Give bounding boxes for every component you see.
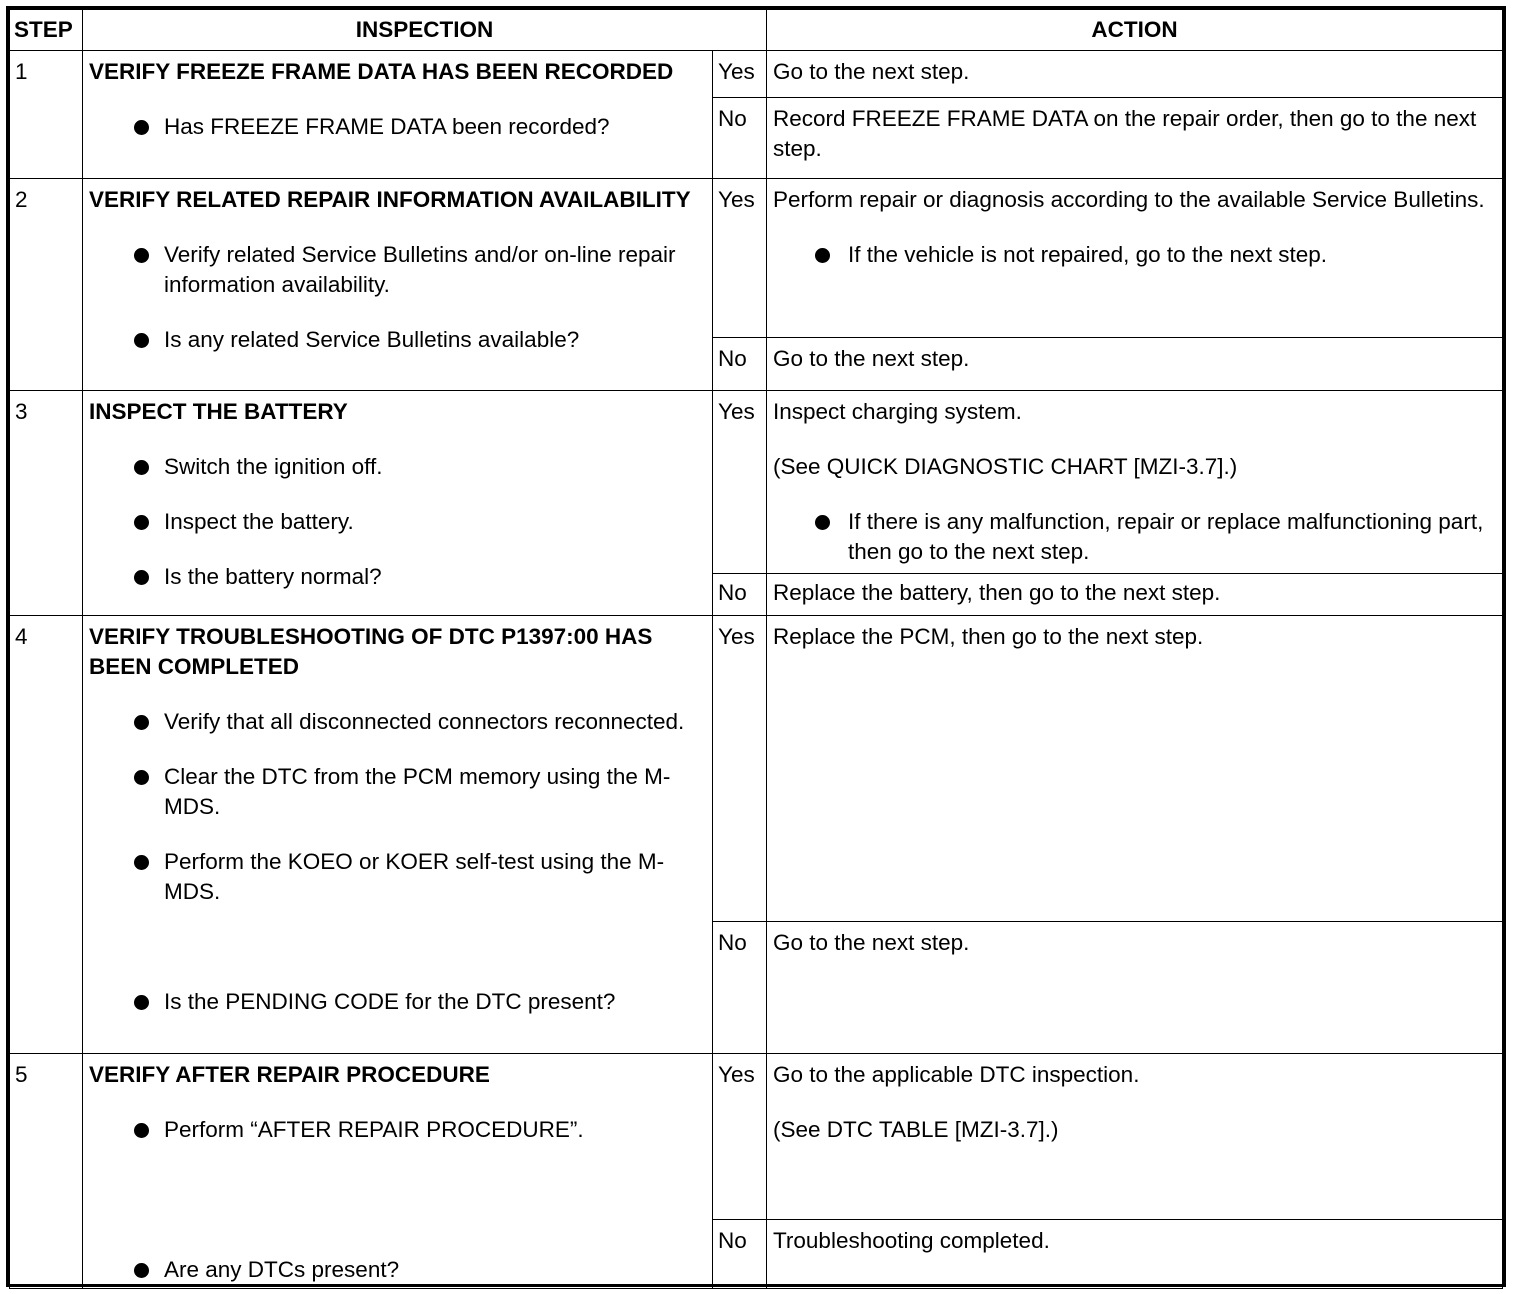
inspection-bullet: Is the PENDING CODE for the DTC present? bbox=[89, 987, 700, 1017]
inspection-title: VERIFY TROUBLESHOOTING OF DTC P1397:00 HAS BEEN COMPLETED bbox=[89, 624, 653, 679]
action-yes: Go to the next step. bbox=[767, 51, 1503, 98]
action-yes bbox=[767, 179, 1503, 338]
troubleshooting-table bbox=[6, 6, 1506, 1287]
table-row bbox=[10, 616, 1503, 922]
inspection-title: VERIFY AFTER REPAIR PROCEDURE bbox=[89, 1062, 490, 1087]
step-number: 1 bbox=[10, 51, 83, 179]
action-text: Inspect charging system. bbox=[773, 399, 1022, 424]
step-number: 2 bbox=[10, 179, 83, 391]
yes-label: Yes bbox=[713, 51, 767, 98]
action-bullet: If there is any malfunction, repair or replace malfunctioning part, then go to the next step. bbox=[773, 507, 1492, 567]
action-column-header: ACTION bbox=[767, 10, 1503, 51]
inspection-title: VERIFY RELATED REPAIR INFORMATION AVAILABILITY bbox=[89, 187, 691, 212]
action-reference: (See QUICK DIAGNOSTIC CHART [MZI-3.7].) bbox=[773, 454, 1238, 479]
inspection-bullet: Perform “AFTER REPAIR PROCEDURE”. bbox=[89, 1115, 700, 1145]
inspection-bullet: Clear the DTC from the PCM memory using the M-MDS. bbox=[89, 762, 700, 822]
no-label: No bbox=[713, 922, 767, 1054]
table-row bbox=[10, 1054, 1503, 1220]
inspection-bullet: Verify that all disconnected connectors reconnected. bbox=[89, 707, 700, 737]
yes-label: Yes bbox=[713, 616, 767, 922]
inspection-title: INSPECT THE BATTERY bbox=[89, 399, 348, 424]
inspection-bullet: Inspect the battery. bbox=[89, 507, 700, 537]
no-label: No bbox=[713, 98, 767, 179]
inspection-cell bbox=[83, 616, 713, 1054]
inspection-bullet: Perform the KOEO or KOER self-test using the M-MDS. bbox=[89, 847, 700, 907]
inspection-cell bbox=[83, 179, 713, 391]
inspection-column-header: INSPECTION bbox=[83, 10, 767, 51]
yes-label: Yes bbox=[713, 1054, 767, 1220]
action-yes bbox=[767, 1054, 1503, 1220]
no-label: No bbox=[713, 1220, 767, 1289]
action-no: Record FREEZE FRAME DATA on the repair order, then go to the next step. bbox=[767, 98, 1503, 179]
inspection-bullet: Switch the ignition off. bbox=[89, 452, 700, 482]
no-label: No bbox=[713, 574, 767, 616]
step-number: 4 bbox=[10, 616, 83, 1054]
inspection-title: VERIFY FREEZE FRAME DATA HAS BEEN RECORDED bbox=[89, 59, 674, 84]
inspection-cell bbox=[83, 51, 713, 179]
inspection-bullet: Is any related Service Bulletins available? bbox=[89, 325, 700, 355]
inspection-bullet: Is the battery normal? bbox=[89, 562, 700, 592]
table-row bbox=[10, 51, 1503, 98]
action-yes bbox=[767, 391, 1503, 574]
step-number: 5 bbox=[10, 1054, 83, 1289]
action-no: Troubleshooting completed. bbox=[767, 1220, 1503, 1289]
inspection-bullet: Verify related Service Bulletins and/or on-line repair information availability. bbox=[89, 240, 700, 300]
inspection-bullet: Has FREEZE FRAME DATA been recorded? bbox=[89, 112, 700, 142]
inspection-cell bbox=[83, 391, 713, 616]
step-column-header: STEP bbox=[10, 10, 83, 51]
table-row bbox=[10, 179, 1503, 338]
action-bullet: If the vehicle is not repaired, go to the next step. bbox=[773, 240, 1492, 270]
action-text: Go to the applicable DTC inspection. bbox=[773, 1062, 1140, 1087]
action-reference: (See DTC TABLE [MZI-3.7].) bbox=[773, 1117, 1059, 1142]
inspection-cell bbox=[83, 1054, 713, 1289]
table-header-row bbox=[10, 10, 1503, 51]
yes-label: Yes bbox=[713, 391, 767, 574]
action-yes: Replace the PCM, then go to the next step. bbox=[767, 616, 1503, 922]
yes-label: Yes bbox=[713, 179, 767, 338]
step-number: 3 bbox=[10, 391, 83, 616]
table-row bbox=[10, 391, 1503, 574]
action-text: Perform repair or diagnosis according to the available Service Bulletins. bbox=[773, 187, 1485, 212]
action-no: Replace the battery, then go to the next step. bbox=[767, 574, 1503, 616]
inspection-bullet: Are any DTCs present? bbox=[89, 1255, 700, 1285]
action-no: Go to the next step. bbox=[767, 338, 1503, 391]
no-label: No bbox=[713, 338, 767, 391]
action-no: Go to the next step. bbox=[767, 922, 1503, 1054]
